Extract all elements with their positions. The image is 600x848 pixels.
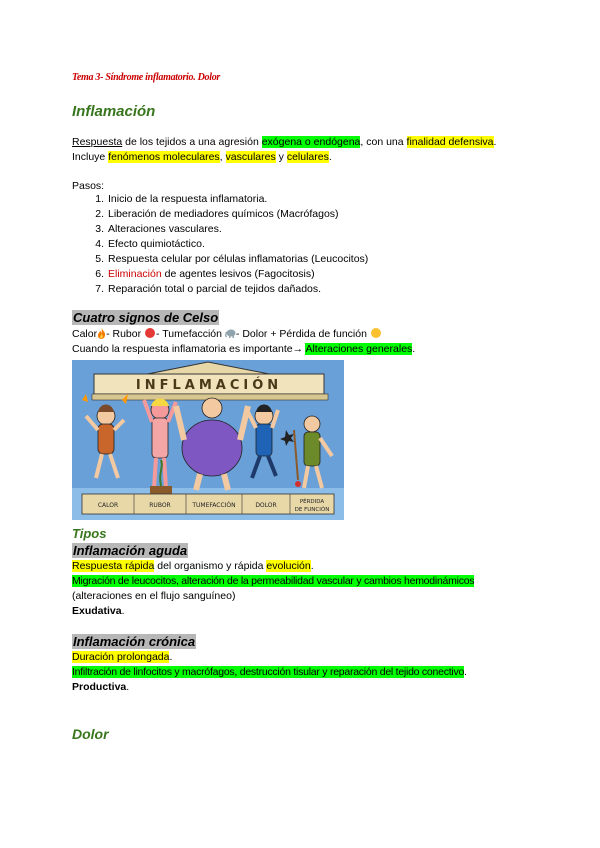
highlight-moleculares: fenómenos moleculares xyxy=(108,151,220,163)
step-item: 4. Efecto quimiotáctico. xyxy=(95,238,205,250)
highlight-alteraciones: Alteraciones generales xyxy=(305,343,413,355)
steps-list xyxy=(72,192,368,297)
pillar-label-calor: CALOR xyxy=(97,502,119,509)
cronica-line-3: Productiva. xyxy=(72,681,130,693)
step-item: 3. Alteraciones vasculares. xyxy=(95,223,222,235)
highlight-evolucion: evolución xyxy=(266,560,311,572)
illustration-banner-text: INFLAMACIÓN xyxy=(135,378,283,393)
aguda-line-1: Respuesta rápida del organismo y rápida evolución. xyxy=(72,560,314,572)
celso-signs-line: Calor - Rubor - Tumefacción - Dolor + Pérdida de función xyxy=(72,328,382,340)
heading-tipos: Tipos xyxy=(72,526,107,541)
step-item: 6. Eliminación de agentes lesivos (Fagocitosis) xyxy=(95,268,315,280)
heading-aguda: Inflamación aguda xyxy=(73,543,188,558)
document-header: Tema 3- Síndrome inflamatorio. Dolor xyxy=(72,72,221,83)
definition-line-1: Respuesta de los tejidos a una agresión exógena o endógena, con una finalidad defensiva. xyxy=(72,136,497,148)
frown-face-icon xyxy=(371,328,381,338)
highlight-respuesta-rapida: Respuesta rápida xyxy=(72,560,155,572)
cronica-line-1: Duración prolongada. xyxy=(72,651,173,663)
heading-celso: Cuatro signos de Celso xyxy=(73,310,219,325)
term-exudativa: Exudativa xyxy=(72,605,122,617)
highlight-finalidad: finalidad defensiva xyxy=(406,136,494,148)
highlight-migracion: Migración de leucocitos, alteración de la permeabilidad vascular y cambios hemodinámicos xyxy=(72,575,475,587)
term-respuesta: Respuesta xyxy=(72,136,123,148)
heading-cronica: Inflamación crónica xyxy=(73,634,196,649)
aguda-line-3: (alteraciones en el flujo sanguíneo) xyxy=(72,590,236,602)
fire-icon xyxy=(97,328,106,339)
step-item: 5. Respuesta celular por células inflamatorias (Leucocitos) xyxy=(95,253,369,265)
pasos-label: Pasos: xyxy=(72,180,105,192)
pillar-label-de-funcion: DE FUNCIÓN xyxy=(294,507,330,513)
step-item: 1. Inicio de la respuesta inflamatoria. xyxy=(95,193,268,205)
step-item: 2. Liberación de mediadores químicos (Macrófagos) xyxy=(95,208,339,220)
pillar-label-dolor: DOLOR xyxy=(255,502,277,509)
heading-dolor: Dolor xyxy=(72,726,109,742)
pillar-label-rubor: RUBOR xyxy=(149,502,171,509)
definition-line-2: Incluye fenómenos moleculares, vasculares y celulares. xyxy=(72,151,332,163)
heading-inflamacion: Inflamación xyxy=(72,103,156,120)
red-circle-icon xyxy=(145,328,155,338)
celso-general-line: Cuando la respuesta inflamatoria es importante→ Alteraciones generales. xyxy=(72,343,416,355)
step-red-word: Eliminación xyxy=(108,268,162,280)
elephant-icon xyxy=(225,328,236,338)
highlight-infiltracion: Infiltración de linfocitos y macrófagos, destrucción tisular y reparación del tejido conectivo xyxy=(72,666,465,678)
highlight-celulares: celulares xyxy=(286,151,329,163)
aguda-line-4: Exudativa. xyxy=(72,605,125,617)
aguda-line-2 xyxy=(72,575,474,587)
pillar-label-perdida: PÉRDIDA xyxy=(299,499,325,505)
term-productiva: Productiva xyxy=(72,681,127,693)
highlight-exogena: exógena o endógena xyxy=(261,136,361,148)
pillar-label-tumefaccion: TUMEFACCIÓN xyxy=(192,502,236,509)
inflammation-cartoon-illustration xyxy=(72,360,344,520)
cronica-line-2: Infiltración de linfocitos y macrófagos, destrucción tisular y reparación del tejido conectivo. xyxy=(72,666,467,678)
highlight-vasculares: vasculares xyxy=(225,151,276,163)
highlight-duracion: Duración prolongada xyxy=(72,651,170,663)
step-item: 7. Reparación total o parcial de tejidos dañados. xyxy=(95,283,322,295)
